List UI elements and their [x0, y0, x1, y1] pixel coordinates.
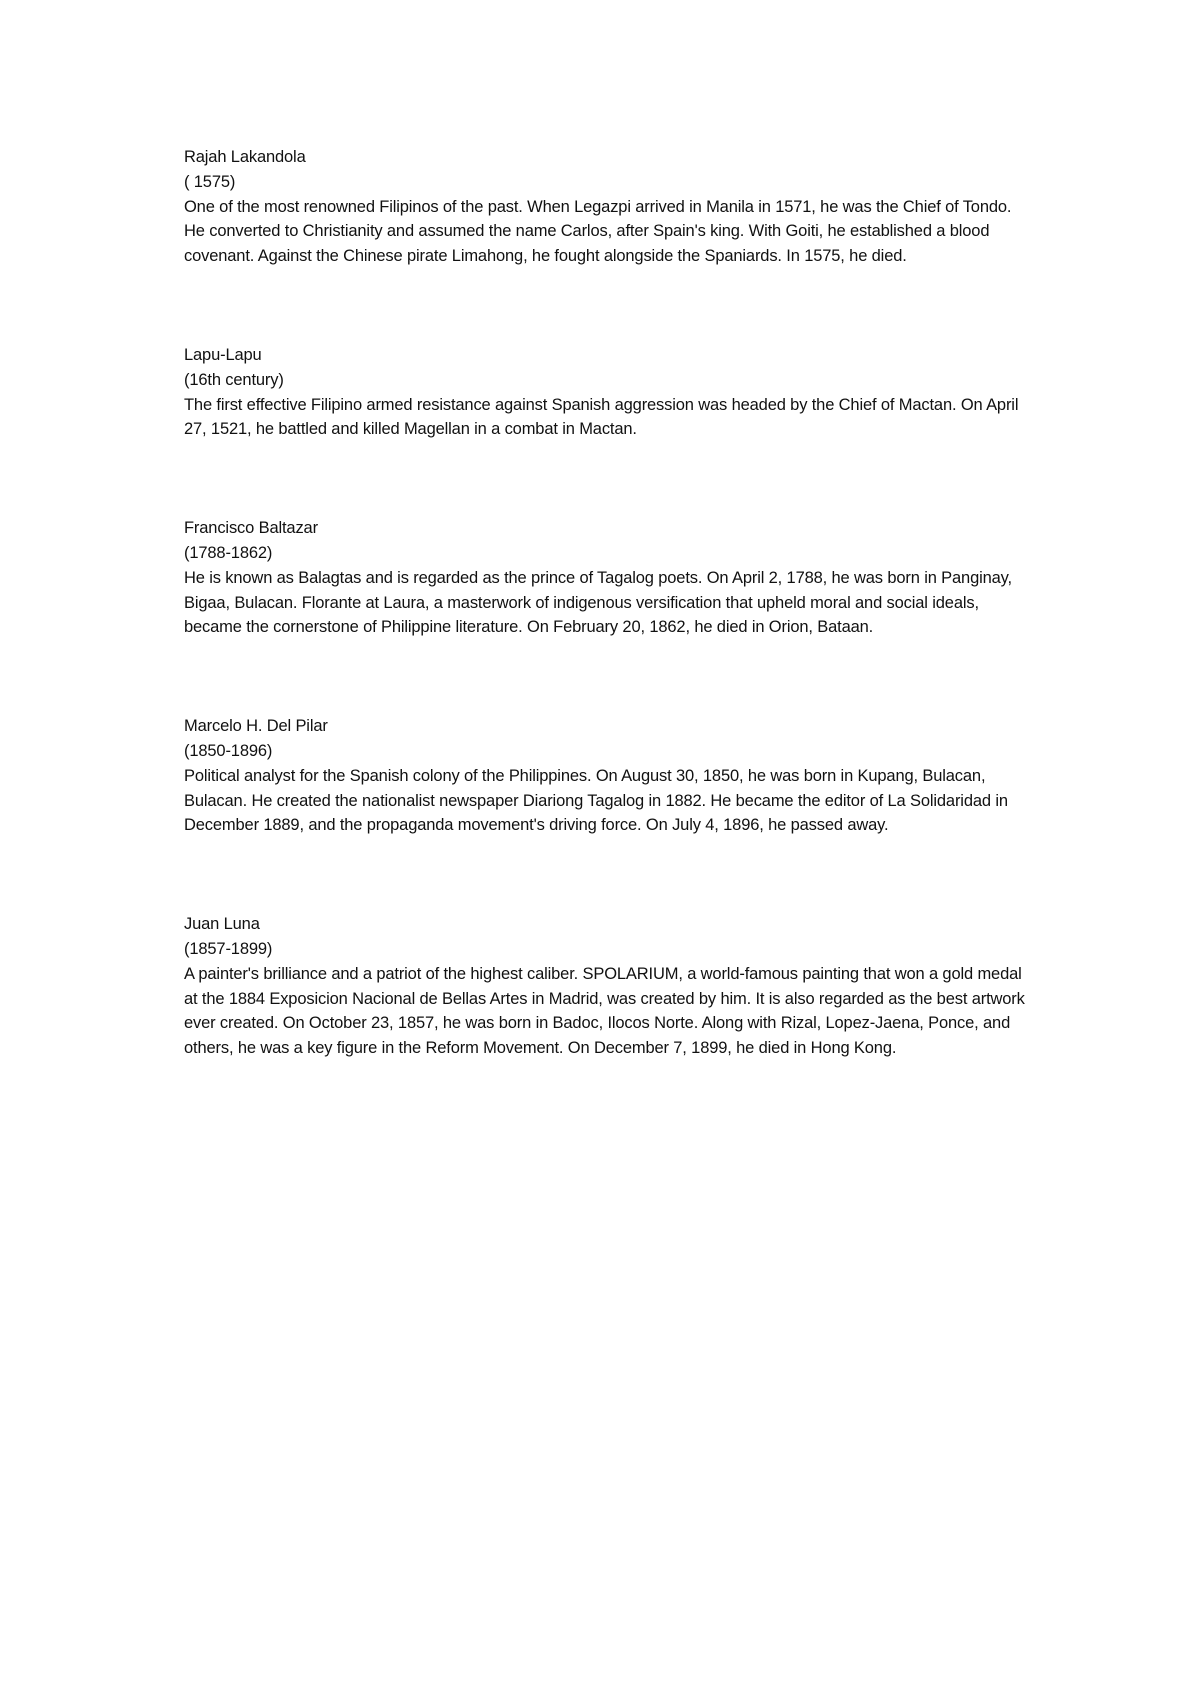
entry-dates: (1788-1862) — [184, 543, 273, 562]
entry-marcelo-del-pilar — [184, 714, 1029, 838]
document-body — [184, 145, 1029, 1135]
entry-description: Political analyst for the Spanish colony of the Philippines. On August 30, 1850, he was born in Kupang, Bulacan, Bulacan. He created the nationalist newspaper Diariong Tagalog in 1882. He became the editor of La Solidaridad in December 1889, and the propaganda movement's driving force. On July 4, 1896, he passed away. — [184, 766, 1008, 835]
entry-lapu-lapu — [184, 343, 1029, 442]
entry-name: Juan Luna — [184, 915, 260, 934]
entry-description: A painter's brilliance and a patriot of the highest caliber. SPOLARIUM, a world-famous painting that won a gold medal at the 1884 Exposicion Nacional de Bellas Artes in Madrid, was created by him. It is also regarded as the best artwork ever created. On October 23, 1857, he was born in Badoc, Ilocos Norte. Along with Rizal, Lopez-Jaena, Ponce, and others, he was a key figure in the Reform Movement. On December 7, 1899, he died in Hong Kong. — [184, 964, 1025, 1058]
entry-name: Marcelo H. Del Pilar — [184, 717, 328, 736]
entry-francisco-baltazar — [184, 516, 1029, 640]
entry-dates: (1850-1896) — [184, 741, 273, 760]
entry-dates: (16th century) — [184, 370, 284, 389]
entry-name: Francisco Baltazar — [184, 519, 318, 538]
entry-name: Rajah Lakandola — [184, 148, 306, 166]
entry-description: He is known as Balagtas and is regarded as the prince of Tagalog poets. On April 2, 1788, he was born in Panginay, Bigaa, Bulacan. Florante at Laura, a masterwork of indigenous versification that upheld moral and social ideals, became the cornerstone of Philippine literature. On February 20, 1862, he died in Orion, Bataan. — [184, 568, 1012, 637]
entry-rajah-lakandola — [184, 145, 1029, 269]
entry-description: One of the most renowned Filipinos of the past. When Legazpi arrived in Manila in 1571, he was the Chief of Tondo. He converted to Christianity and assumed the name Carlos, after Spain's king. With Goiti, he established a blood covenant. Against the Chinese pirate Limahong, he fought alongside the Spaniards. In 1575, he died. — [184, 197, 1012, 266]
entry-dates: ( 1575) — [184, 172, 236, 191]
entry-juan-luna — [184, 912, 1029, 1061]
entry-description: The first effective Filipino armed resistance against Spanish aggression was headed by the Chief of Mactan. On April 27, 1521, he battled and killed Magellan in a combat in Mactan. — [184, 395, 1019, 439]
entry-dates: (1857-1899) — [184, 939, 273, 958]
entry-name: Lapu-Lapu — [184, 345, 262, 364]
